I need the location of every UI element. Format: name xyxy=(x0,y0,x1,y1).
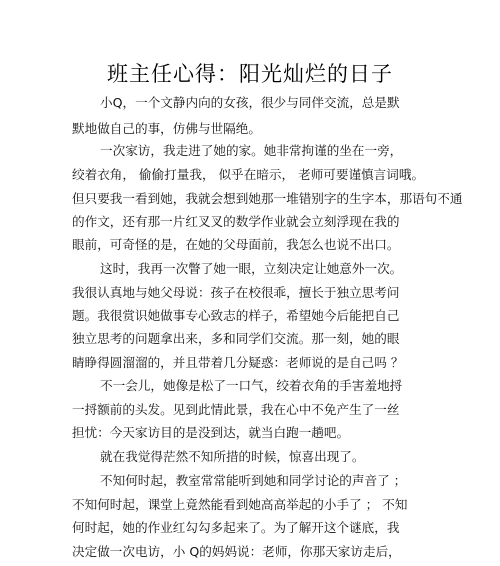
text-line: 不一会儿，她像是松了一口气，绞着衣角的手害羞地捋 xyxy=(100,378,403,393)
text-line: 绞着衣角， 偷偷打量我， 似乎在暗示， 老师可要谨慎言词哦。 xyxy=(72,167,425,182)
text-line: 就在我觉得茫然不知所措的时候，惊喜出现了。 xyxy=(100,449,365,464)
text-line: 一捋额前的头发。见到此情此景，我在心中不免产生了一丝 xyxy=(72,402,400,417)
document-title: 班主任心得：阳光灿烂的日子 xyxy=(107,62,393,86)
text-line: 我很认真地与她父母说：孩子在校很乖，擅长于独立思考问 xyxy=(72,285,400,300)
text-line: 一次家访，我走进了她的家。她非常拘谨的坐在一旁， xyxy=(100,143,403,158)
text-line: 不知何时起，课堂上竟然能看到她高高举起的小手了 ； 不知 xyxy=(72,497,408,512)
text-line: 的作文，还有那一片红叉叉的数学作业就会立刻浮现在我的 xyxy=(72,214,400,229)
text-line: 题。我很赏识她做事专心致志的样子，希望她今后能把自己 xyxy=(72,308,400,323)
text-line: 默地做自己的事，仿佛与世隔绝。 xyxy=(72,121,261,136)
text-line: 担忧：今天家访目的是没到达，就当白跑一趟吧。 xyxy=(72,425,350,440)
text-line: 眼前，可奇怪的是，在她的父母面前，我怎么也说不出口。 xyxy=(72,237,400,252)
text-line: 何时起，她的作业红勾勾多起来了。为了解开这个谜底，我 xyxy=(72,520,400,535)
text-line: 但只要我一看到她，我就会想到她那一堆错别字的生字本，那语句不通 xyxy=(72,191,463,206)
text-line: 小Q，一个文静内向的女孩，很少与同伴交流，总是默 xyxy=(100,95,400,110)
text-line: 这时，我再一次瞥了她一眼，立刻决定让她意外一次。 xyxy=(100,261,403,276)
text-line: 独立思考的问题拿出来，多和同学们交流。那一刻，她的眼 xyxy=(72,331,400,346)
text-line: 睛睁得圆溜溜的，并且带着几分疑惑：老师说的是自己吗 ？ xyxy=(72,355,404,370)
text-line: 不知何时起，教室常常能听到她和同学讨论的声音了 ； xyxy=(100,473,407,488)
text-line: 决定做一次电访，小 Q的妈妈说：老师，你那天家访走后， xyxy=(72,544,401,559)
